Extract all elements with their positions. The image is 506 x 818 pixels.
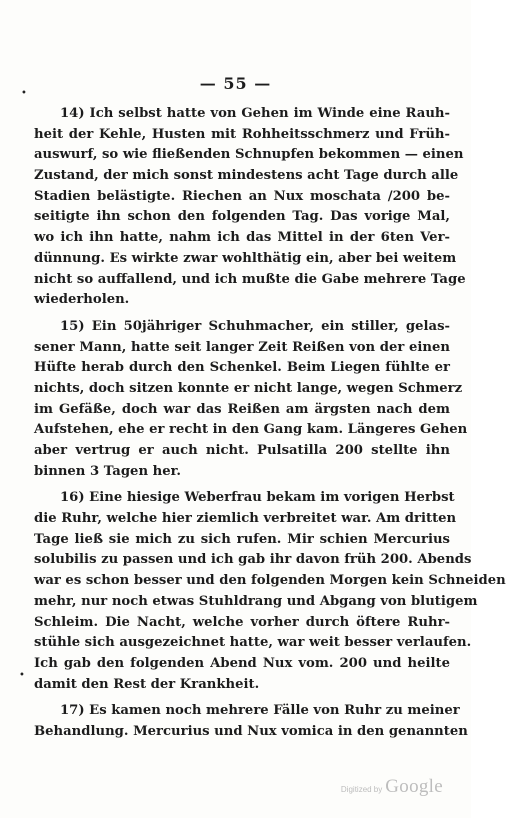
text-line: 15) Ein 50jähriger Schuhmacher, ein stiller, gelas-: [60, 318, 450, 334]
text-line: Hüfte herab durch den Schenkel. Beim Liegen fühlte er: [34, 360, 450, 376]
text-line: Zustand, der mich sonst mindestens acht Tage durch alle: [34, 168, 459, 184]
text-line: Behandlung. Mercurius und Nux vomica in den genannten: [34, 723, 468, 739]
text-line: im Gefäße, doch war das Reißen am ärgsten nach dem: [34, 401, 450, 417]
text-line: nichts, doch sitzen konnte er nicht lange, wegen Schmerz: [34, 380, 463, 396]
text-line: auswurf, so wie fließenden Schnupfen bekommen — einen: [34, 147, 464, 163]
text-line: 17) Es kamen noch mehrere Fälle von Ruhr zu meiner: [60, 703, 460, 719]
text-line: damit den Rest der Krankheit.: [34, 676, 260, 692]
page-number: — 55 —: [199, 74, 272, 93]
text-line: Aufstehen, ehe er recht in den Gang kam. Längeres Gehen: [34, 422, 468, 438]
text-line: solubilis zu passen und ich gab ihr davon früh 200. Abends: [34, 552, 472, 568]
google-logo: Google: [385, 776, 443, 797]
text-line: war es schon besser und den folgenden Morgen kein Schneiden: [34, 573, 506, 589]
text-line: sener Mann, hatte seit langer Zeit Reißen von der einen: [34, 339, 450, 355]
margin-mark: •: [19, 670, 25, 681]
body-text: [34, 104, 506, 743]
text-line: heit der Kehle, Husten mit Rohheitsschmerz und Früh-: [34, 126, 450, 142]
text-line: wo ich ihn hatte, nahm ich das Mittel in der 6ten Ver-: [34, 230, 450, 246]
text-line: Tage ließ sie mich zu sich rufen. Mir schien Mercurius: [34, 531, 450, 547]
text-line: 16) Eine hiesige Weberfrau bekam im vorigen Herbst: [60, 490, 455, 506]
paragraph-17: [34, 701, 468, 742]
text-line: 14) Ich selbst hatte von Gehen im Winde eine Rauh-: [60, 106, 450, 121]
text-line: binnen 3 Tagen her.: [34, 463, 181, 479]
watermark-prefix: Digitized by: [340, 785, 383, 794]
paragraph-16: [34, 488, 506, 695]
text-line: stühle sich ausgezeichnet hatte, war weit besser verlaufen.: [34, 635, 472, 651]
paragraph-14: [34, 104, 466, 311]
text-line: nicht so auffallend, und ich mußte die Gabe mehrere Tage: [34, 271, 466, 287]
text-line: dünnung. Es wirkte zwar wohlthätig ein, aber bei weitem: [34, 250, 457, 266]
text-line: Ich gab den folgenden Abend Nux vom. 200 und heilte: [34, 655, 450, 671]
text-line: mehr, nur noch etwas Stuhldrang und Abgang von blutigem: [34, 593, 478, 609]
google-watermark: [341, 776, 443, 798]
text-line: Stadien belästigte. Riechen an Nux moschata /200 be-: [34, 188, 450, 204]
text-line: wiederholen.: [34, 292, 130, 308]
margin-mark: •: [21, 88, 27, 99]
paragraph-15: [34, 317, 468, 483]
text-line: Schleim. Die Nacht, welche vorher durch öftere Ruhr-: [34, 614, 450, 630]
text-line: die Ruhr, welche hier ziemlich verbreitet war. Am dritten: [34, 511, 457, 527]
text-line: seitigte ihn schon den folgenden Tag. Das vorige Mal,: [34, 209, 450, 225]
text-line: aber vertrug er auch nicht. Pulsatilla 200 stellte ihn: [34, 443, 450, 458]
